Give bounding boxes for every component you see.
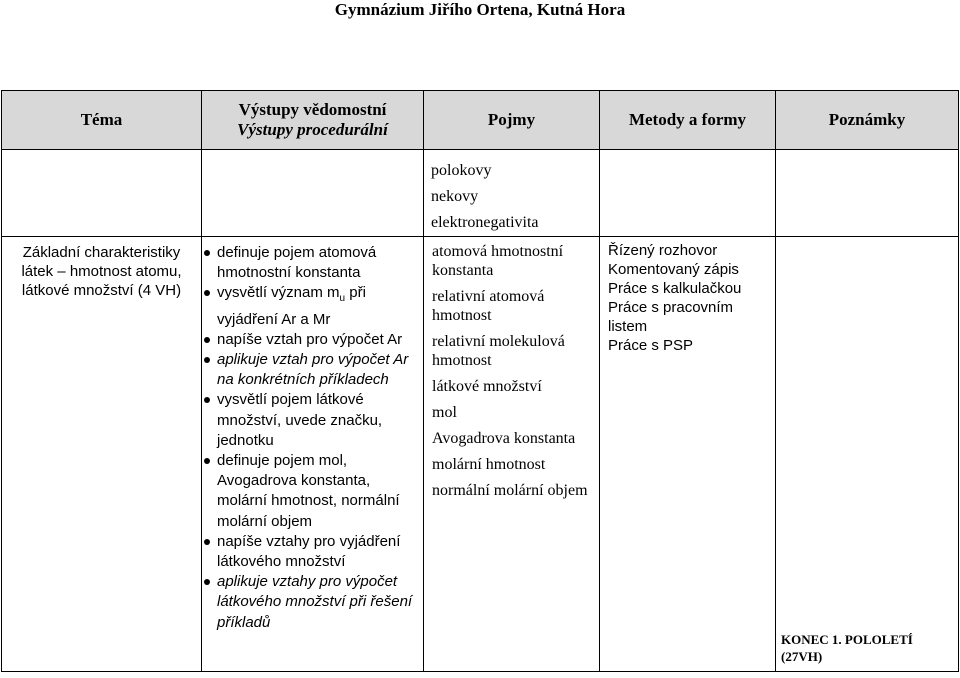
col-header-metody: Metody a formy [600,91,776,150]
method-item: Řízený rozhovor [608,242,718,259]
method-item: Práce s PSP [608,337,694,354]
table-row [2,237,959,672]
outcome-item: aplikuje vztahy pro výpočet látkového množství při řešení příkladů [202,572,419,633]
outcome-item: aplikuje vztah pro výpočet Ar na konkrétních příkladech [202,350,419,390]
outcome-item: definuje pojem atomová hmotnostní konstanta [202,243,419,283]
outcomes-list [202,237,423,633]
col-header-vystupy [202,91,424,150]
bullet-icon [204,458,210,464]
bullet-icon [204,397,210,403]
cell-tema [2,150,202,237]
tema-text: Základní charakteristiky látek – hmotnost atomu, látkové množství (4 VH) [21,244,182,299]
pojem-item: elektronegativita [431,214,539,231]
pojem-item: látkové množství [432,378,542,395]
outcome-item: definuje pojem mol, Avogadrova konstanta, molární hmotnost, normální molární objem [202,451,419,532]
method-item: Práce s pracovním listem [608,299,734,335]
pojem-item: polokovy [431,162,492,179]
outcome-item: napíše vztahy pro vyjádření látkového množství [202,532,419,572]
cell-metody [600,237,776,672]
outcome-item: vysvětlí význam $m_u$ při vyjádření Ar a Mr [202,283,419,329]
cell-poznamky [776,150,959,237]
cell-vystupy [202,150,424,237]
cell-pojmy [424,237,600,672]
cell-pojmy [424,150,600,237]
col-header-pojmy: Pojmy [424,91,600,150]
terms-list [424,237,599,500]
pojem-item: mol [432,404,457,421]
curriculum-table [1,90,959,672]
pojem-item: normální molární objem [432,482,588,499]
pojem-item: relativní atomová hmotnost [432,288,545,324]
pojem-item: Avogadrova konstanta [432,430,576,447]
col-header-vystupy-vedomostni: Výstupy vědomostní [238,100,387,119]
pojem-item: nekovy [431,188,479,205]
school-title: Gymnázium Jiřího Ortena, Kutná Hora [334,0,626,19]
cell-vystupy [202,237,424,672]
outcome-item: vysvětlí pojem látkové množství, uvede značku, jednotku [202,390,419,451]
bullet-icon [204,250,210,256]
col-header-vystupy-proceduralni: Výstupy procedurální [237,120,388,139]
bullet-icon [204,290,210,296]
method-item: Komentovaný zápis [608,261,739,278]
pojem-item: molární hmotnost [432,456,546,473]
pojem-item: atomová hmotnostní konstanta [432,243,564,279]
table-row [2,150,959,237]
bullet-icon [204,539,210,545]
bullet-icon [204,579,210,585]
cell-metody [600,150,776,237]
pojem-item: relativní molekulová hmotnost [432,333,565,369]
bullet-icon [204,337,210,343]
bullet-icon [204,357,210,363]
methods-list [600,237,775,355]
method-item: Práce s kalkulačkou [608,280,742,297]
outcome-item: napíše vztah pro výpočet Ar [202,330,419,350]
semester-end-note: KONEC 1. POLOLETÍ (27VH) [781,632,913,664]
cell-tema [2,237,202,672]
col-header-tema: Téma [2,91,202,150]
header-row [2,91,959,150]
cell-poznamky [776,237,959,672]
col-header-poznamky: Poznámky [776,91,959,150]
